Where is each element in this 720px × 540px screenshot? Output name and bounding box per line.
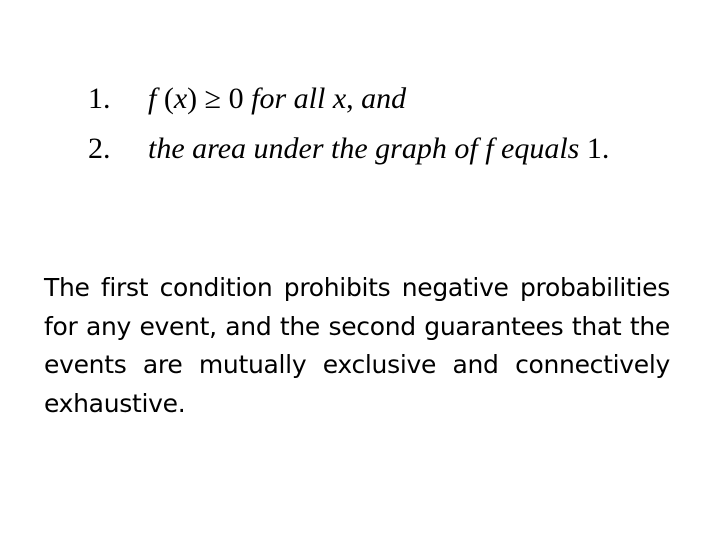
formula-comma: ,	[346, 82, 362, 115]
formula-value: 1.	[579, 132, 610, 165]
explanation-paragraph: The first condition prohibits negative probabilities for any event, and the second guarantees that the events are mutually exclusive and connectively exhaustive.	[44, 273, 670, 418]
condition-formula	[148, 124, 609, 174]
formula-function: f	[485, 132, 494, 165]
formula-conjunction: and	[361, 82, 407, 115]
condition-number: 1.	[88, 82, 111, 115]
condition-item	[88, 74, 688, 124]
conditions-list	[88, 74, 688, 174]
formula-variable: x	[173, 82, 188, 115]
condition-item	[88, 124, 688, 174]
condition-formula	[148, 74, 406, 124]
formula-phrase: the area under the graph of	[148, 132, 486, 165]
formula-equals: equals	[493, 132, 580, 165]
condition-number: 2.	[88, 132, 111, 165]
formula-quantifier: for all x	[251, 82, 347, 115]
formula-function: f	[148, 82, 157, 115]
formula-inequality: ) ≥ 0	[187, 82, 252, 115]
formula-open-paren: (	[156, 82, 174, 115]
